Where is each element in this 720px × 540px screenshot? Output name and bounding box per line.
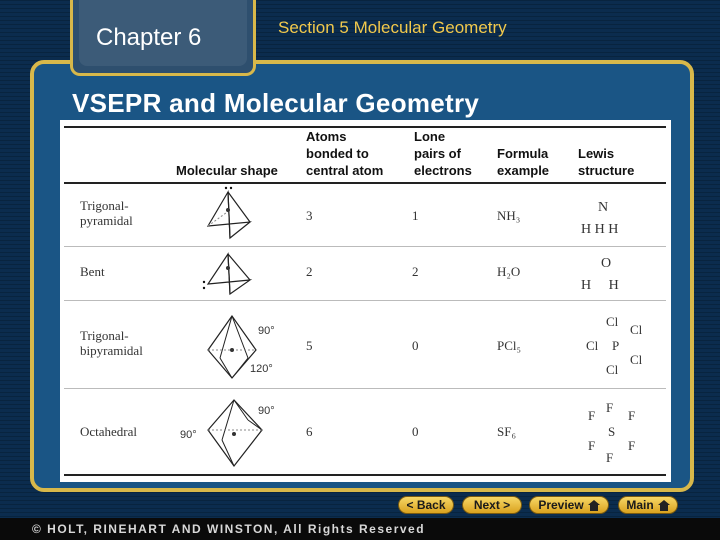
main-button[interactable]: [618, 496, 678, 514]
header-lewis: Lewis structure: [578, 146, 635, 178]
row-name: Bent: [80, 264, 105, 279]
row-lone-pairs: 0: [412, 424, 419, 439]
lewis-center: O: [601, 256, 612, 271]
preview-label: Preview: [538, 498, 584, 512]
back-label: < Back: [406, 498, 446, 512]
row-atoms: 5: [306, 338, 313, 353]
trigonal-bipyramidal-diagram: [200, 312, 286, 384]
house-icon: [658, 500, 670, 511]
row-divider: [64, 300, 666, 301]
section-label: Section 5 Molecular Geometry: [278, 18, 507, 37]
row-atoms: 6: [306, 424, 313, 439]
row-name: Trigonal- pyramidal: [80, 198, 133, 228]
angle-label: 90°: [180, 429, 197, 441]
chapter-label: Chapter 6: [96, 24, 202, 51]
lewis-sf6: F F F S F F F: [588, 400, 636, 465]
row-formula: NH₃: [497, 208, 521, 223]
header-atoms: Atoms bonded to central atom: [306, 129, 384, 178]
next-button[interactable]: [462, 496, 522, 514]
bent-diagram: [200, 248, 270, 298]
slide-title: VSEPR and Molecular Geometry: [72, 88, 480, 118]
angle-label: 90°: [258, 405, 275, 417]
next-label: Next >: [473, 498, 511, 512]
header-molecular-shape: Molecular shape: [176, 163, 278, 178]
row-atoms: 2: [306, 264, 313, 279]
trigonal-pyramidal-diagram: [200, 186, 270, 244]
header-bottom-rule: [64, 182, 666, 184]
row-divider: [64, 246, 666, 247]
row-name: Octahedral: [80, 424, 138, 439]
lewis-ligands: H H: [581, 278, 619, 293]
lewis-ligands: H H H: [581, 222, 619, 237]
lewis-pcl5: Cl Cl Cl P Cl Cl: [586, 314, 643, 377]
row-formula: SF₆: [497, 424, 516, 439]
main-label: Main: [626, 498, 654, 512]
row-name: Trigonal- bipyramidal: [80, 328, 143, 358]
row-divider: [64, 388, 666, 389]
house-icon: [588, 500, 600, 511]
row-formula: PCl₅: [497, 338, 522, 353]
row-atoms: 3: [306, 208, 313, 223]
vsepr-table: [60, 120, 671, 482]
back-button[interactable]: [398, 496, 454, 514]
row-formula: H₂O: [497, 264, 521, 279]
row-lone-pairs: 0: [412, 338, 419, 353]
header-formula: Formula example: [497, 146, 550, 178]
row-lone-pairs: 2: [412, 264, 419, 279]
angle-label: 120°: [250, 363, 273, 375]
angle-label: 90°: [258, 325, 275, 337]
row-lone-pairs: 1: [412, 208, 419, 223]
header-lone-pairs: Lone pairs of electrons: [414, 129, 472, 178]
table-bottom-rule: [64, 474, 666, 476]
preview-button[interactable]: [529, 496, 609, 514]
copyright-text: © HOLT, RINEHART AND WINSTON, All Rights Reserved: [32, 522, 426, 536]
lewis-center: N: [598, 200, 609, 215]
